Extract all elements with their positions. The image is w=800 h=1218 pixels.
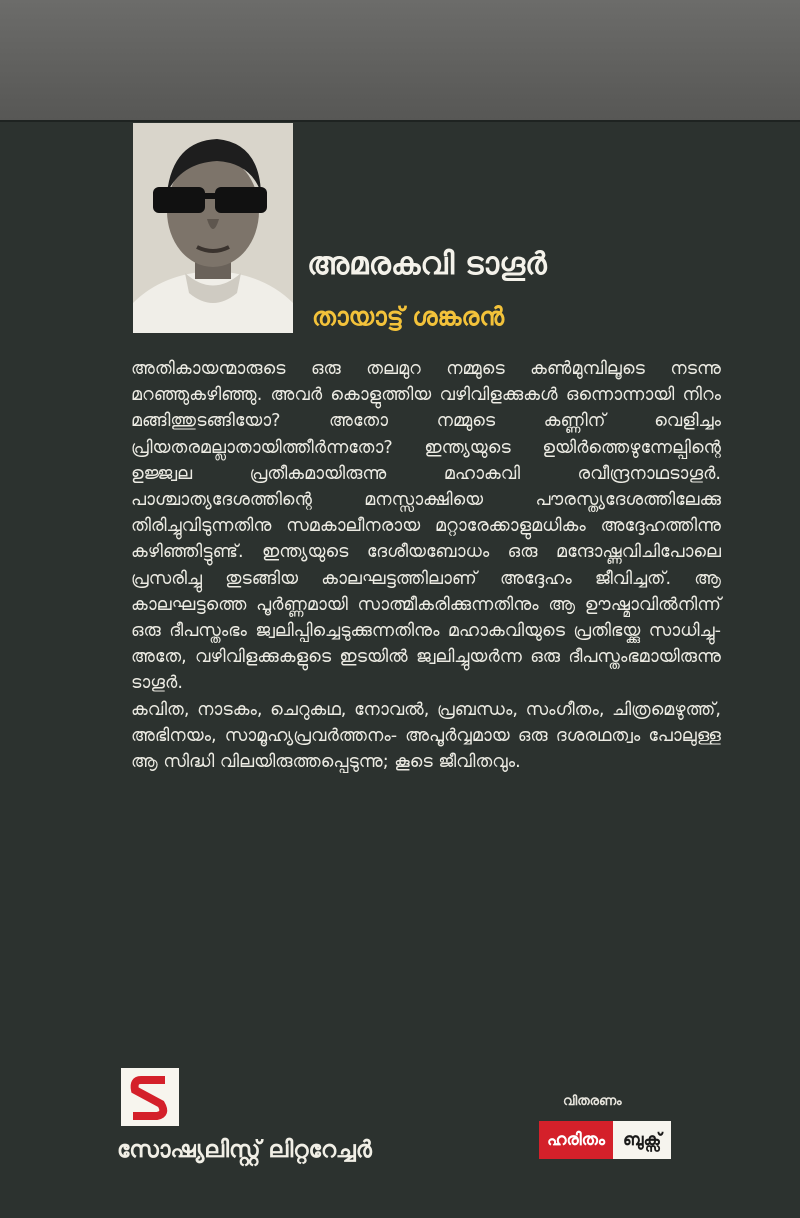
author-portrait-drawing bbox=[133, 123, 293, 333]
distributor-label: വിതരണം bbox=[563, 1094, 622, 1109]
top-gray-strip bbox=[0, 0, 800, 120]
distributor-name-white: ബുക്സ് bbox=[613, 1121, 671, 1159]
publisher-name: സോഷ്യലിസ്റ്റ് ലിറ്ററേച്ചർ bbox=[117, 1137, 372, 1163]
blurb-text bbox=[131, 356, 721, 775]
s-logo-icon bbox=[121, 1068, 179, 1126]
author-portrait bbox=[133, 123, 293, 333]
book-title: അമരകവി ടാഗൂർ bbox=[307, 246, 547, 282]
blurb-paragraph-1: അതികായന്മാരുടെ ഒരു തലമുറ നമ്മുടെ കൺമുമ്പിലൂടെ നടന്നു മറഞ്ഞുകഴിഞ്ഞു. അവർ കൊളുത്തിയ വഴിവിളക്കുകൾ ഒന്നൊന്നായി നിറം മങ്ങിത്തുടങ്ങിയോ? അതോ നമ്മുടെ കണ്ണിന് വെളിച്ചം പ്രിയതരമല്ലാതായിത്തീർന്നതോ? ഇന്ത്യയുടെ ഉയിർത്തെഴുന്നേല്പിന്റെ ഉജ്ജ്വല പ്രതീകമായിരുന്നു മഹാകവി രവീന്ദ്രനാഥടാഗൂർ. പാശ്ചാത്യദേശത്തിന്റെ മനസ്സാക്ഷിയെ പൗരസ്ത്യദേശത്തിലേക്കു തിരിച്ചുവിടുന്നതിനു സമകാലീനരായ മറ്റാരേക്കാളുമധികം അദ്ദേഹത്തിന്നു കഴിഞ്ഞിട്ടുണ്ട്. ഇന്ത്യയുടെ ദേശീയബോധം ഒരു മന്ദോഷ്ണവിചിപോലെ പ്രസരിച്ചു തുടങ്ങിയ കാലഘട്ടത്തിലാണ് അദ്ദേഹം ജീവിച്ചത്. ആ കാലഘട്ടത്തെ പൂർണ്ണമായി സാത്മീകരിക്കുന്നതിനും ആ ഊഷ്മാവിൽനിന്ന് ഒരു ദീപസ്തംഭം ജ്വലിപ്പിച്ചെടുക്കുന്നതിനും മഹാകവിയുടെ പ്രതിഭയ്ക്കു സാധിച്ചു- അതേ, വഴിവിളക്കുകളുടെ ഇടയിൽ ജ്വലിച്ചുയർന്ന ഒരു ദീപസ്തംഭമായിരുന്നു ടാഗൂർ. bbox=[131, 359, 721, 694]
distributor-badge bbox=[539, 1121, 671, 1159]
blurb-paragraph-2: കവിത, നാടകം, ചെറുകഥ, നോവൽ, പ്രബന്ധം, സംഗീതം, ചിത്രമെഴുത്ത്, അഭിനയം, സാമൂഹ്യപ്രവർത്തനം- അപൂർവ്വമായ ഒരു ദശരഥത്വം പോലുള്ള ആ സിദ്ധി വിലയിരുത്തപ്പെടുന്നു; കൂടെ ജീവിതവും. bbox=[131, 699, 721, 773]
s-logo-mark bbox=[121, 1068, 179, 1126]
distributor-name-red: ഹരിതം bbox=[539, 1121, 613, 1159]
book-author: തായാട്ട് ശങ്കരൻ bbox=[312, 302, 505, 331]
